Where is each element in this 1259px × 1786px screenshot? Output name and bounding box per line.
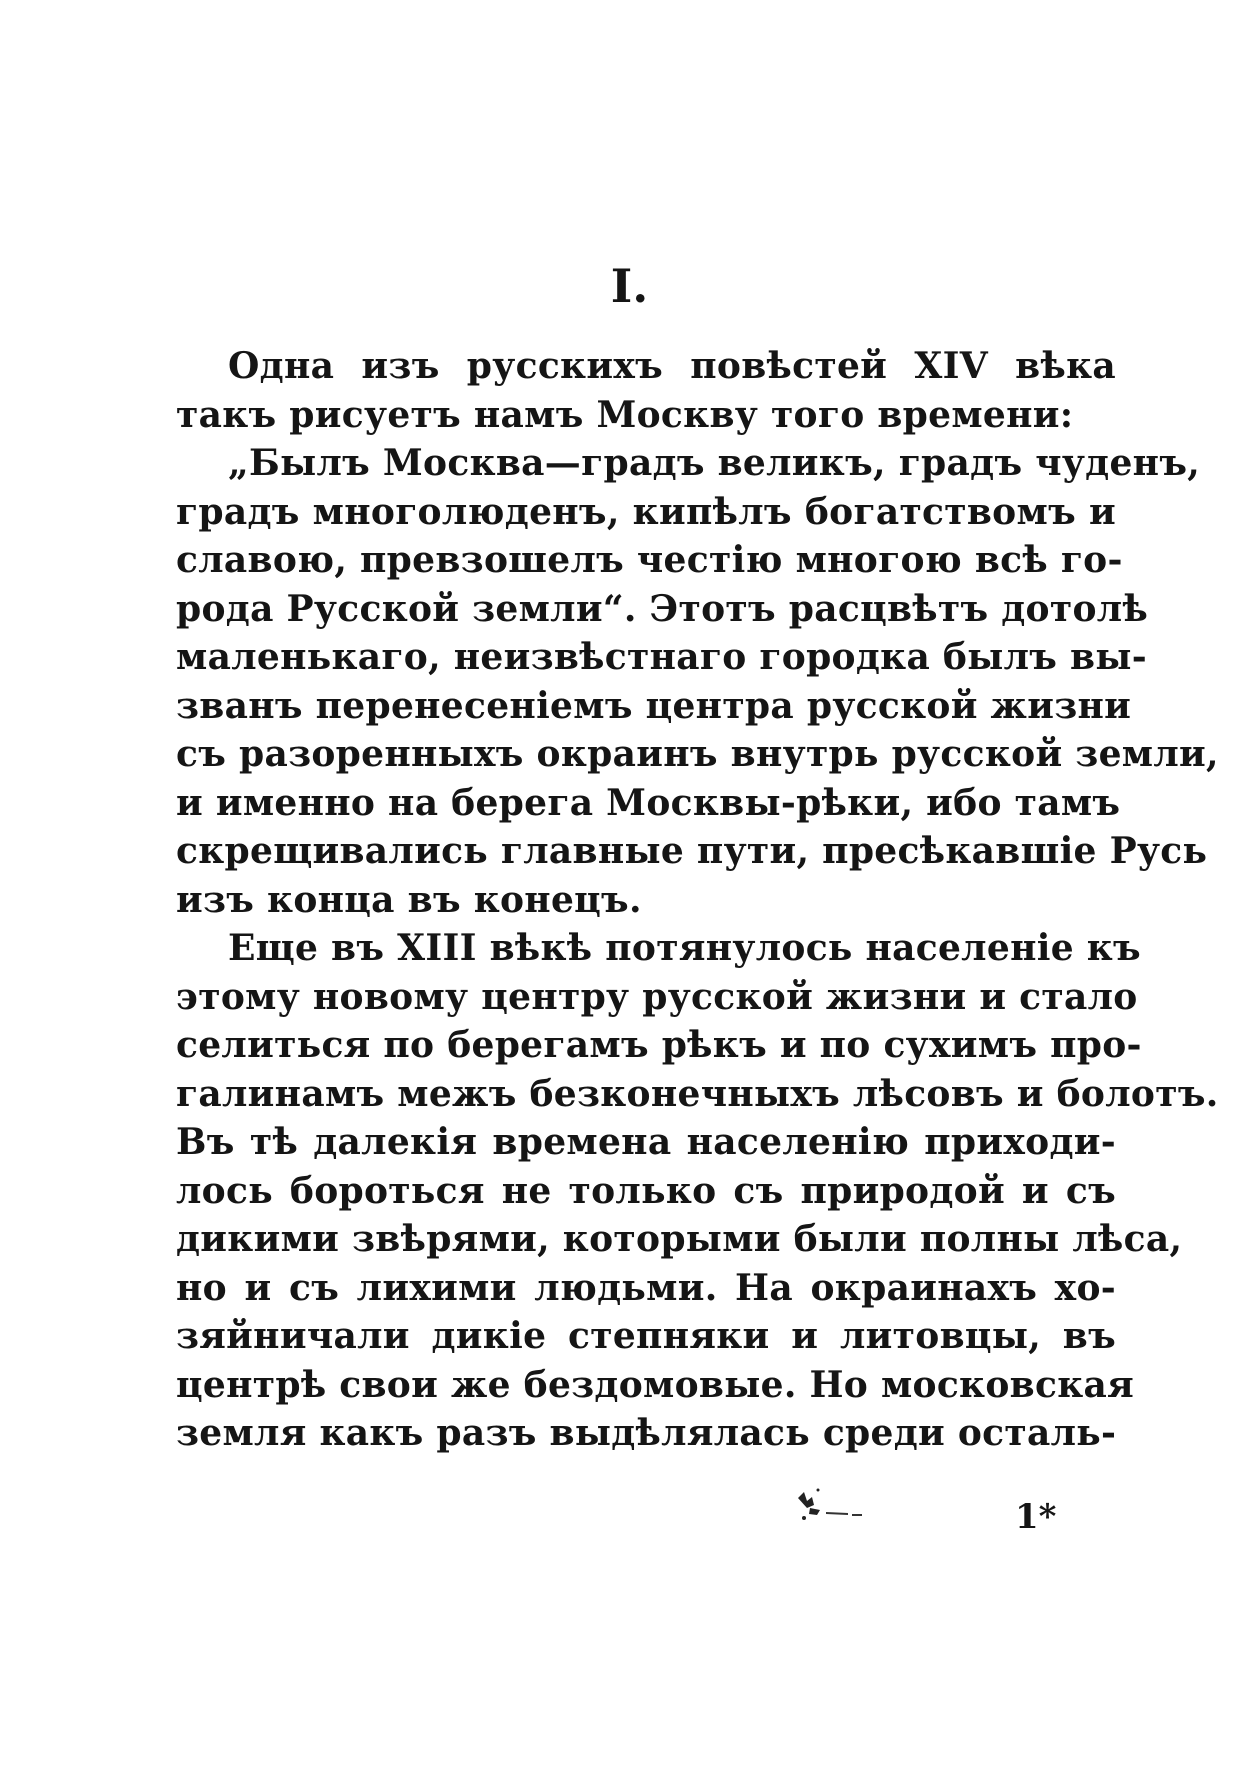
- body-text: [176, 342, 1219, 1458]
- text-line: центрѣ свои же бездомовые. Но московская: [176, 1363, 1135, 1406]
- text-line: зяйничали дикіе степняки и литовцы, въ: [176, 1315, 1116, 1357]
- text-line: скрещивались главные пути, пресѣкавшіе Русь: [176, 830, 1208, 872]
- text-line: земля какъ разъ выдѣлялась среди осталь-: [176, 1412, 1117, 1454]
- chapter-number: I.: [610, 259, 649, 313]
- text-line: Въ тѣ далекія времена населенію приходи-: [176, 1121, 1116, 1163]
- text-line: изъ конца въ конецъ.: [176, 878, 642, 921]
- text-line: градъ многолюденъ, кипѣлъ богатствомъ и: [176, 490, 1116, 533]
- text-line: этому новому центру русской жизни и стало: [176, 975, 1138, 1018]
- text-line: дикими звѣрями, которыми были полны лѣса,: [176, 1218, 1183, 1260]
- text-line: такъ рисуетъ намъ Москву того времени:: [176, 393, 1074, 436]
- ink-smudge-mark: [790, 1478, 880, 1528]
- text-line: Еще въ XIII вѣкѣ потянулось населеніе къ: [228, 927, 1141, 969]
- text-line: галинамъ межъ безконечныхъ лѣсовъ и болотъ.: [176, 1072, 1219, 1115]
- text-line: маленькаго, неизвѣстнаго городка былъ вы-: [176, 636, 1147, 678]
- text-line: славою, превзошелъ честію многою всѣ го-: [176, 539, 1123, 581]
- text-line: званъ перенесеніемъ центра русской жизни: [176, 684, 1132, 727]
- text-line: Одна изъ русскихъ повѣстей XIV вѣка: [228, 345, 1116, 387]
- text-line: но и съ лихими людьми. На окраинахъ хо-: [176, 1266, 1116, 1309]
- printer-signature-mark: 1*: [1015, 1497, 1057, 1537]
- text-line: и именно на берега Москвы-рѣки, ибо тамъ: [176, 781, 1121, 824]
- text-line: лось бороться не только съ природой и съ: [176, 1169, 1116, 1212]
- text-line: съ разоренныхъ окраинъ внутрь русской земли,: [176, 733, 1219, 775]
- text-line: рода Русской земли“. Этотъ расцвѣтъ дотолѣ: [176, 587, 1149, 630]
- text-line: селиться по берегамъ рѣкъ и по сухимъ про-: [176, 1024, 1142, 1066]
- text-line: „Былъ Москва—градъ великъ, градъ чуденъ,: [228, 442, 1201, 484]
